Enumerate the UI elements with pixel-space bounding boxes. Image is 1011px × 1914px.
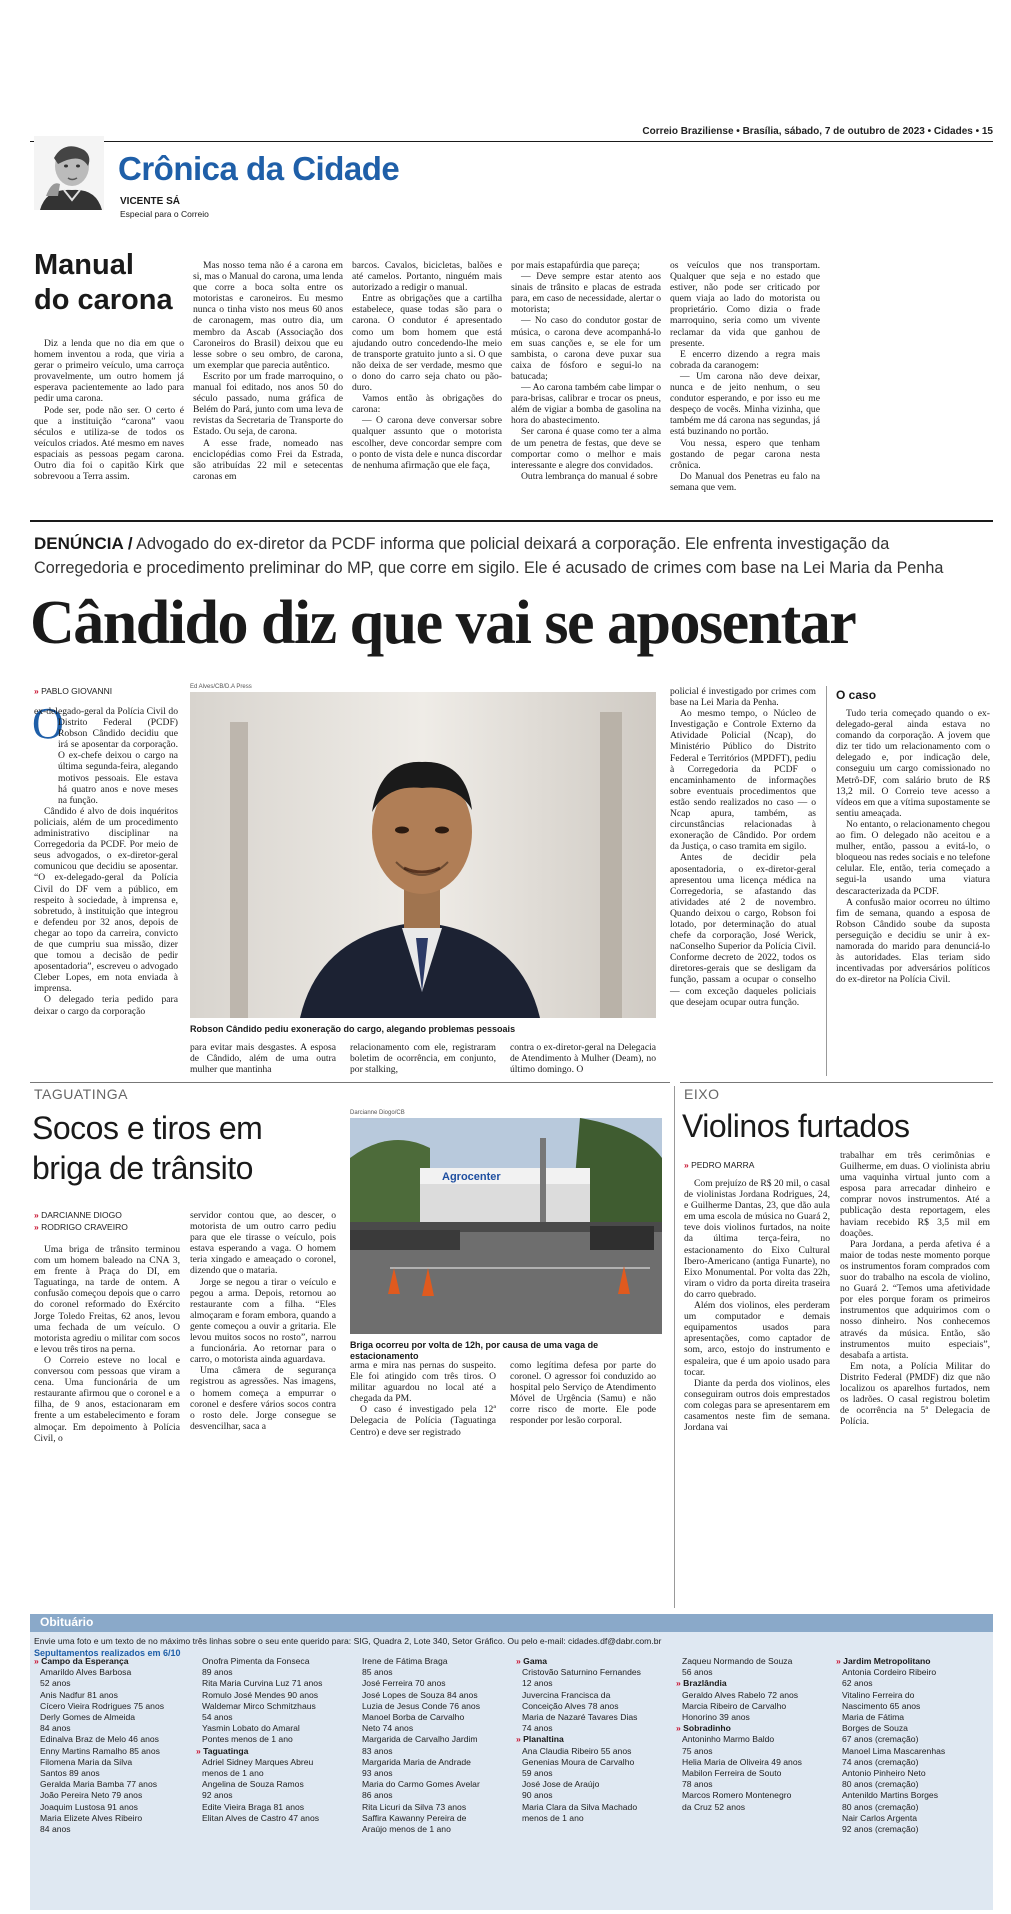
paragraph: relacionamento com ele, registraram boletim de ocorrência, em conjunto, por stalking, [350,1042,496,1076]
lead-photo-caption: Robson Cândido pediu exoneração do cargo, alegando problemas pessoais [190,1024,516,1034]
masthead-rule [30,141,993,142]
paragraph: O Correio esteve no local e conversou com pessoas que viram a cena. Uma funcionária de um restaurante afirmou que o coronel e a filha, de 9 anos, estacionaram em frente a um estabelecimento e foram almoçar. Em depoimento à Polícia Civil, o [34,1354,180,1444]
obituary-section: » Sobradinho [676,1723,826,1734]
author-name: VICENTE SÁ [120,196,181,207]
lead-col-3 [350,1042,496,1075]
obituary-entry: Marcia Ribeiro de Carvalho [682,1700,787,1711]
paragraph: Em nota, a Polícia Militar do Distrito Federal (PMDF) diz que não localizou os aparelhos furtados, nem os ladrões. O casal registrou boletim de ocorrência na 5ª Delegacia de Polícia. [840,1360,990,1428]
obituary-entry: Pontes menos de 1 ano [202,1734,293,1745]
obituary-entry: Elitan Alves de Castro 47 anos [202,1812,320,1823]
obituary-col-2 [196,1656,346,1824]
paragraph: Do Manual dos Penetras eu falo na semana que vem. [670,470,820,493]
obituary-entry: Waldemar Mirco Schmitzhaus [202,1700,316,1711]
obituary-entry: Maria do Carmo Gomes Avelar [362,1779,480,1790]
obituary-entry: 78 anos [682,1779,713,1790]
author-role: Especial para o Correio [120,209,209,219]
obituary-entry: 74 anos (cremação) [842,1756,919,1767]
obituary-entry: Honorino 39 anos [682,1712,750,1723]
obituary-entry: 62 anos [842,1678,873,1689]
story2-col-1 [34,1244,180,1444]
paragraph: Mas nosso tema não é a carona em si, mas o Manual do carona, uma lenda que corre a boca solta entre os motoristas e caroneiros. Eu mesmo nunca o tinha visto nos meus 60 anos de caronagem, mas outro dia, um membro da Ascab (Associação dos Caroneiros do Brasil) deixou que eu lesse sobre o seu ombro, de carona, um exemplar que parecia autêntico. [193,260,343,371]
story2-byline-2: » RODRIGO CRAVEIRO [34,1222,128,1232]
paragraph: Jorge se negou a tirar o veículo e pegou a arma. Depois, retornou ao restaurante com a filha. “Eles almoçaram e foram embora, quando a gente começou a ouvir a gritaria. Ele levou muitos socos no rosto”, narrou a funcionária. Ao retornar para o carro, o motorista ainda aguardava. [190,1276,336,1366]
obituary-entry: Maria de Nazaré Tavares Dias [522,1712,638,1723]
paragraph: Além dos violinos, eles perderam um computador e demais equipamentos usados para apresentações, como captador de som, arco, estojo do instrumento e espaleira, que é um apoio usado para tocar. [684,1300,830,1378]
story3-col-2 [840,1150,990,1427]
lead-col-5 [670,686,816,1008]
obituary-entry: Marcos Romero Montenegro [682,1790,792,1801]
obituary-entry: 85 anos [362,1667,393,1678]
obituary-entry: Onofra Pimenta da Fonseca [202,1656,310,1666]
paragraph: — Deve sempre estar atento aos sinais de trânsito e placas de estrada para, em caso de necessidade, alertar o motorista; [511,271,661,316]
obituary-entry: José Ferreira 70 anos [362,1678,446,1689]
paragraph: barcos. Cavalos, bicicletas, balões e até camelos. Portanto, ninguém mais autorizado a redigir o manual. [352,260,502,294]
obituary-entry: 52 anos [40,1678,71,1689]
cronica-col-3 [352,260,502,471]
story3-byline: » PEDRO MARRA [684,1160,754,1170]
obituary-entry: 54 anos [202,1712,233,1723]
obituary-entry: Anis Nadfur 81 anos [40,1689,118,1700]
obituary-entry: menos de 1 ano [522,1812,584,1823]
obituary-entry: Adriel Sidney Marques Abreu [202,1756,314,1767]
obituary-entry: José Jose de Araújo [522,1779,600,1790]
obituary-entry: 83 anos [362,1745,393,1756]
obituary-entry: 90 anos [522,1790,553,1801]
paragraph: Vou nessa, espero que tenham gostando de pegar carona nesta crônica. [670,437,820,471]
lead-col-1 [34,706,178,1017]
obituary-entry: 75 anos [682,1745,713,1756]
paragraph: Uma briga de trânsito terminou com um homem baleado na CNA 3, em frente à Praça do DI, em Taguatinga, na tarde de ontem. A confusão começou depois que o carro do coronel reformado do Exército Jorge Toledo Freitas, 62 anos, levou uma fechada de um veículo. O motorista agrediu o militar com socos e levou três tiros na perna. [34,1244,180,1355]
paragraph: A confusão maior ocorreu no último fim de semana, quando a esposa de Robson Cândido soube da suposta perseguição e decidiu se unir à ex-namorada do marido para denunciá-lo às autoridades. Elas teriam sido incentivadas por adversários políticos do ex-diretor na Polícia Civil. [836,896,990,986]
sidebar-divider [826,686,827,1076]
obituary-intro: Envie uma foto e um texto de no máximo três linhas sobre o seu ente querido para: SIG, Quadra 2, Lote 340, Setor Gráfico. Ou pelo e-mail: cidades.df@dabr.com.br [34,1636,662,1646]
obituary-entry: 59 anos [522,1768,553,1779]
story2-headline-line2: briga de trânsito [32,1150,253,1186]
paragraph: Antes de decidir pela aposentadoria, o ex-diretor-geral apresentou uma licença médica na Corregedoria, se afastando das atividades até 2 de novembro. Quando deixou o cargo, Robson foi lotado, por determinação do atual chefe da corporação, José Werick, naConselho Superior da Polícia Civil. Conforme decreto de 2022, todos os diretores-gerais que se desligam da função, passam a ocupar o conselho — com exceção daqueles policiais que desejam ocupar outra função. [670,852,816,1008]
paragraph: servidor contou que, ao descer, o motorista de um outro carro pediu para que ele tirasse o veículo, pois estava esperando a vaga. O homem teria xingado e ameaçado o coronel, dizendo que o mataria. [190,1210,336,1277]
paragraph: — O carona deve conversar sobre qualquer assunto que o motorista escolher, deve concordar sempre com o ponto de vista dele e nunca discordar de nenhuma afirmação que ele faça, [352,415,502,471]
paragraph: Diante da perda dos violinos, eles conseguiram outros dois emprestados com colegas para se apresentarem em casamentos neste fim de semana. Jordana vai [684,1377,830,1434]
obituary-entry: Angelina de Souza Ramos [202,1779,304,1790]
paragraph: contra o ex-diretor-geral na Delegacia de Atendimento à Mulher (Deam), no último domingo. O [510,1042,656,1076]
paragraph: Para Jordana, a perda afetiva é a maior de todas neste momento porque os instrumentos foram comprados com suor do trabalho na escola de violino, no Guará 2. “Temos uma afetividade por eles porque foram os primeiros instrumentos que adquirimos com o nosso dinheiro. Nos conhecemos através da música. Então, são instrumentos muito especiais”, desabafa a artista. [840,1238,990,1361]
paragraph: Ao mesmo tempo, o Núcleo de Investigação e Controle Externo da Atividade Policial (Ncap), do Ministério Público do Distrito Federal e Territórios (MPDFT), pediu à Corregedoria da PCDF o encaminhamento de informações sobre eventuais procedimentos que estão sendo realizados no caso — o Ncap apura, também, as circunstâncias relacionadas à exoneração de Cândido. Por ordem da Justiça, o caso tramita em sigilo. [670,708,816,853]
obituary-entry: 92 anos (cremação) [842,1824,919,1835]
obituary-entry: Margarida de Carvalho Jardim [362,1734,478,1745]
paragraph: O delegado teria pedido para deixar o cargo da corporação [34,994,178,1017]
obituary-entry: Nascimento 65 anos [842,1700,921,1711]
obituary-entry: Maria de Fátima [842,1712,905,1723]
obituary-entry: Amarildo Alves Barbosa [40,1667,132,1678]
obituary-entry: Edite Vieira Braga 81 anos [202,1801,305,1812]
lead-photo-credit: Ed Alves/CB/D.A Press [190,684,252,690]
paragraph: Entre as obrigações que a cartilha estabelece, quase todas são para o carona. O condutor é apresentado como um bom homem que está ajudando outro concedendo-lhe meio de transporte gratuito junto a si. O que não deixa de ser verdade, mesmo que o dono do carro seja chato ou pão-duro. [352,293,502,394]
story2-headline [32,1108,262,1188]
obituary-entry: 67 anos (cremação) [842,1734,919,1745]
lead-col-4 [510,1042,656,1075]
paragraph: para evitar mais desgastes. A esposa de Cândido, além de uma outra mulher que mantinha [190,1042,336,1076]
paragraph: Cândido é alvo de dois inquéritos policiais, além de um procedimento administrativo disciplinar na Corregedoria da PCDF. Por meio de seus advogados, o ex-diretor-geral comunicou que decidiu se aposentar. “O ex-delegado-geral da Polícia Civil do DF vem a público, em respeito à sociedade, à imprensa e, sobretudo, à instituição que integrou e defendeu por 32 anos, depois de chegar ao topo da carreira, convicto de que cumpriu sua missão, dizer que tomou a decisão de pedir aposentadoria”, escreveu o advogado Cleber Lopes, em nota enviada à imprensa. [34,805,178,995]
cronica-title-line1: Manual [34,249,134,281]
obituary-col-4 [516,1656,666,1824]
obituary-entry: Juvercina Francisca da [522,1689,611,1700]
obituary-entry: 80 anos (cremação) [842,1779,919,1790]
obituary-entry: Zaqueu Normando de Souza [682,1656,793,1666]
lead-byline: » PABLO GIOVANNI [34,686,112,696]
paragraph: — Um carona não deve deixar, nunca e de jeito nenhum, o seu condutor esperando, e por isso eu me despeço de vocês. Minha vizinha, que também me dá carona nas segundas, já está buzinando no portão. [670,370,820,438]
cronica-title [34,248,173,318]
obituary-entry: Maria Clara da Silva Machado [522,1801,638,1812]
paragraph: — No caso do condutor gostar de música, o carona deve acompanhá-lo em suas canções e, se ele for um sambista, o carona deve puxar sua caixa de fósforo e segui-lo na batucada; [511,315,661,382]
lead-col-2 [190,1042,336,1075]
story3-col-1 [684,1178,830,1433]
obituary-entry: Rita Maria Curvina Luz 71 anos [202,1678,323,1689]
column-title: Crônica da Cidade [118,150,400,187]
story3-headline: Violinos furtados [682,1108,910,1144]
author-portrait [34,136,104,210]
sidebar-title: O caso [836,688,877,702]
cronica-col-2 [193,260,343,482]
lead-dropcap: O [32,699,64,748]
obituary-col-6 [836,1656,986,1835]
obituary-entry: Filomena Maria da Silva [40,1756,133,1767]
obituary-entry: Genenias Moura de Carvalho [522,1756,635,1767]
paragraph: Tudo teria começado quando o ex-delegado-geral ainda estava no comando da corporação. A jovem que diz ter tido um relacionamento com o delegado e, por indicação dele, conseguiu um cargo comissionado no Metrô-DF, com salário bruto de R$ 13,2 mil. O Correio teve acesso a vídeos em que a vítima supostamente se sentiu ameaçada. [836,708,990,819]
obituary-entry: Araújo menos de 1 ano [362,1824,451,1835]
obituary-entry: Geralda Maria Bamba 77 anos [40,1779,158,1790]
lead-deck-text: Advogado do ex-diretor da PCDF informa que policial deixará a corporação. Ele enfrenta investigação da Corregedoria e procedimento preliminar do MP, que corre em sigilo. Ele é acusado de crimes com base na Lei Maria da Penha [34,535,944,577]
obituary-entry: Conceição Alves 78 anos [522,1700,619,1711]
paragraph: policial é investigado por crimes com base na Lei Maria da Penha. [670,686,816,709]
paragraph: Escrito por um frade marroquino, o manual foi editado, nos anos 50 do século passado, numa gráfica de Belém do Pará, junto com uma leva de revistas da Secretaria de Transporte do Estado. Ou seja, de carona. [193,370,343,438]
paragraph: os veículos que nos transportam. Qualquer que seja e no estado que estiver, não pode ser criticado por quem viaja ao lado do motorista ou proprietário. Como dizia o frade marroquino, seria como um vivente reclamar da vida que ganhou de presente. [670,260,820,349]
obituary-entry: Antonio Pinheiro Neto [842,1768,926,1779]
obituary-entry: 92 anos [202,1790,233,1801]
obituary-entry: 89 anos [202,1667,233,1678]
paragraph: Com prejuízo de R$ 20 mil, o casal de violinistas Jordana Rodrigues, 24, e Guilherme Dantas, 23, que dão aula em uma escola de música no Guará 2, teve dois violinos furtados, na noite da última terça-feira, no estacionamento do Eixo Cultural Ibero-Americano (antiga Funarte), no Eixo Monumental. Por volta das 22h, viram o vidro da porta direita traseira do carro quebrado. [684,1178,830,1300]
obituary-section: » Jardim Metropolitano [836,1656,986,1667]
obituary-entry: Neto 74 anos [362,1723,414,1734]
paragraph: Diz a lenda que no dia em que o homem inventou a roda, que viria a gerar o primeiro veículo, uma carroça provavelmente, um outro homem já esperava pacientemente ao lado para pedir uma carona. [34,338,184,405]
obituary-entry: Borges de Souza [842,1723,908,1734]
obituary-entry: Ana Claudia Ribeiro 55 anos [522,1745,632,1756]
story2-kicker: TAGUATINGA [34,1086,128,1102]
lead-photo [190,692,656,1018]
obituary-entry: Joaquim Lustosa 91 anos [40,1801,138,1812]
obituary-col-3 [356,1656,506,1835]
story2-photo-credit: Darcianne Diogo/CB [350,1110,405,1116]
paragraph: trabalhar em três cerimônias e Guilherme, em duas. O violinista abriu uma vaquinha virtual junto com a esposa para arrecadar dinheiro e comprar novos instrumentos. Até a publicação desta reportagem, eles haviam recebido R$ 3,5 mil em doações. [840,1150,990,1239]
obituary-section: » Gama [516,1656,666,1667]
cronica-col-5 [670,260,820,493]
paragraph: Ser carona é quase como ter a alma de um penetra de festas, que deve se comportar como o melhor e mais interessante e alegre dos convidados. [511,426,661,471]
paragraph: E encerro dizendo a regra mais cobrada da caranogem: [670,348,820,371]
masthead: Correio Braziliense • Brasília, sábado, 7 de outubro de 2023 • Cidades • 15 [642,126,993,137]
obituary-entry: Edinalva Braz de Melo 46 anos [40,1734,159,1745]
cronica-col-1 [34,338,184,482]
obituary-entry: menos de 1 ano [202,1768,264,1779]
obituary-entry: da Cruz 52 anos [682,1801,746,1812]
obituary-entry: Romulo José Mendes 90 anos [202,1689,319,1700]
obituary-entry: 93 anos [362,1768,393,1779]
obituary-section: » Brazlândia [676,1678,826,1689]
cronica-col-4 [511,260,661,482]
obituary-entry: 80 anos (cremação) [842,1801,919,1812]
obituary-entry: 84 anos [40,1824,71,1835]
story2-col-2 [190,1210,336,1432]
lead-kicker: DENÚNCIA / [34,534,133,553]
obituary-entry: Mabilon Ferreira de Souto [682,1768,782,1779]
obituary-header [30,1614,993,1632]
story2-col-3 [350,1360,496,1438]
obituary-entry: Nair Carlos Argenta [842,1812,917,1823]
paragraph: por mais estapafúrdia que pareça; [511,260,640,271]
obituary-entry: Luzia de Jesus Conde 76 anos [362,1700,481,1711]
paragraph: Outra lembrança do manual é sobre [521,470,658,482]
section-divider [30,1082,670,1083]
obituary-entry: Derly Gomes de Almeida [40,1712,136,1723]
obituary-entry: Yasmin Lobato do Amaral [202,1723,300,1734]
obituary-entry: Antoninho Marmo Baldo [682,1734,775,1745]
sidebar-text [836,708,990,985]
obituary-entry: Santos 89 anos [40,1768,100,1779]
obituary-title: Obituário [40,1615,94,1629]
section-divider [30,520,993,522]
obituary-entry: Irene de Fátima Braga [362,1656,448,1666]
obituary-entry: Manoel Lima Mascarenhas [842,1745,946,1756]
paragraph: O caso é investigado pela 12ª Delegacia de Polícia (Taguatinga Centro) e deve ser registrado [350,1404,496,1438]
story2-photo-caption: Briga ocorreu por volta de 12h, por causa de uma vaga de estacionamento [350,1340,599,1361]
obituary-entry: José Lopes de Souza 84 anos [362,1689,478,1700]
obituary-col-5 [676,1656,826,1813]
obituary-entry: 84 anos [40,1723,71,1734]
section-divider [680,1082,993,1083]
storefront-sign: Agrocenter [442,1171,501,1183]
obituary-entry: Vitalino Ferreira do [842,1689,915,1700]
obituary-entry: Rita Licuri da Silva 73 anos [362,1801,467,1812]
obituary-section: » Campo da Esperança [34,1656,184,1667]
story3-divider [674,1086,675,1608]
obituary-entry: 74 anos [522,1723,553,1734]
obituary-entry: 12 anos [522,1678,553,1689]
obituary-entry: Geraldo Alves Rabelo 72 anos [682,1689,799,1700]
obituary-entry: Cícero Vieira Rodrigues 75 anos [40,1700,165,1711]
paragraph: No entanto, o relacionamento chegou ao fim. O delegado não aceitou e a mulher, então, passou a evitá-lo, o bloqueou nas redes sociais e no telefone celular. Ele, então, teria começado a segui-la usando uma viatura descaracterizada da PCDF. [836,818,990,897]
obituary-entry: João Pereira Neto 79 anos [40,1790,143,1801]
obituary-entry: Enny Martins Ramalho 85 anos [40,1745,160,1756]
obituary-entry: Saffira Kawanny Pereira de [362,1812,467,1823]
obituary-entry: Antenildo Martins Borges [842,1790,939,1801]
paragraph: arma e mira nas pernas do suspeito. Ele foi atingido com três tiros. O militar aguardou no local até a chegada da PM. [350,1360,496,1405]
obituary-entry: Maria Elizete Alves Ribeiro [40,1812,143,1823]
obituary-entry: Cristovão Saturnino Fernandes [522,1667,641,1678]
obituary-entry: 86 anos [362,1790,393,1801]
obituary-entry: Antonia Cordeiro Ribeiro [842,1667,937,1678]
obituary-entry: Helia Maria de Oliveira 49 anos [682,1756,802,1767]
paragraph: Vamos então às obrigações do carona: [352,393,502,416]
obituary-entry: 56 anos [682,1667,713,1678]
obituary-section: » Taguatinga [196,1746,346,1757]
paragraph: Pode ser, pode não ser. O certo é que a instituição “carona” vaou séculos e utiliza-se de todos os veículos criados. Até mesmo em naves espaciais as pessoas pegam carona. Outro dia foi o capitão Kirk que sobrevoou a Terra assim. [34,404,184,483]
obituary-entry: Manoel Borba de Carvalho [362,1712,465,1723]
obituary-entry: Margarida Maria de Andrade [362,1756,471,1767]
paragraph: Uma câmera de segurança registrou as agressões. Nas imagens, o homem começa a empurrar o coronel e desfere vários socos contra o rosto dele. Jorge consegue se desvencilhar, saca a [190,1365,336,1432]
obituary-section: » Planaltina [516,1734,666,1745]
paragraph: como legítima defesa por parte do coronel. O agressor foi conduzido ao hospital pelo Serviço de Atendimento Móvel de Urgência (Samu) e não corre risco de morte. Ele pode responder por lesão corporal. [510,1360,656,1427]
cronica-title-line2: do carona [34,284,173,316]
paragraph: ex-delegado-geral da Polícia Civil do Distrito Federal (PCDF) Robson Cândido decidiu que irá se aposentar da corporação. O ex-chefe deixou o cargo na última segunda-feira, alegando motivos pessoais. Ele estava há quatro anos e nove meses na função. [34,706,178,806]
story3-kicker: EIXO [684,1086,720,1102]
paragraph: A esse frade, nomeado nas enciclopédias como Frei da Estrada, são atribuídas 22 mil e setecentas caronas em [193,437,343,482]
paragraph: — Ao carona também cabe limpar o para-brisas, calibrar e trocar os pneus, além de vigiar a bomba de gasolina na hora do abastecimento. [511,382,661,427]
lead-deck [34,532,984,580]
story2-col-4 [510,1360,656,1427]
obituary-col-1 [34,1656,184,1835]
story2-photo [350,1118,662,1334]
obituary-subtitle: Sepultamentos realizados em 6/10 [34,1648,181,1658]
story2-byline-1: » DARCIANNE DIOGO [34,1210,122,1220]
story2-headline-line1: Socos e tiros em [32,1110,263,1146]
lead-headline: Cândido diz que vai se aposentar [30,589,856,657]
